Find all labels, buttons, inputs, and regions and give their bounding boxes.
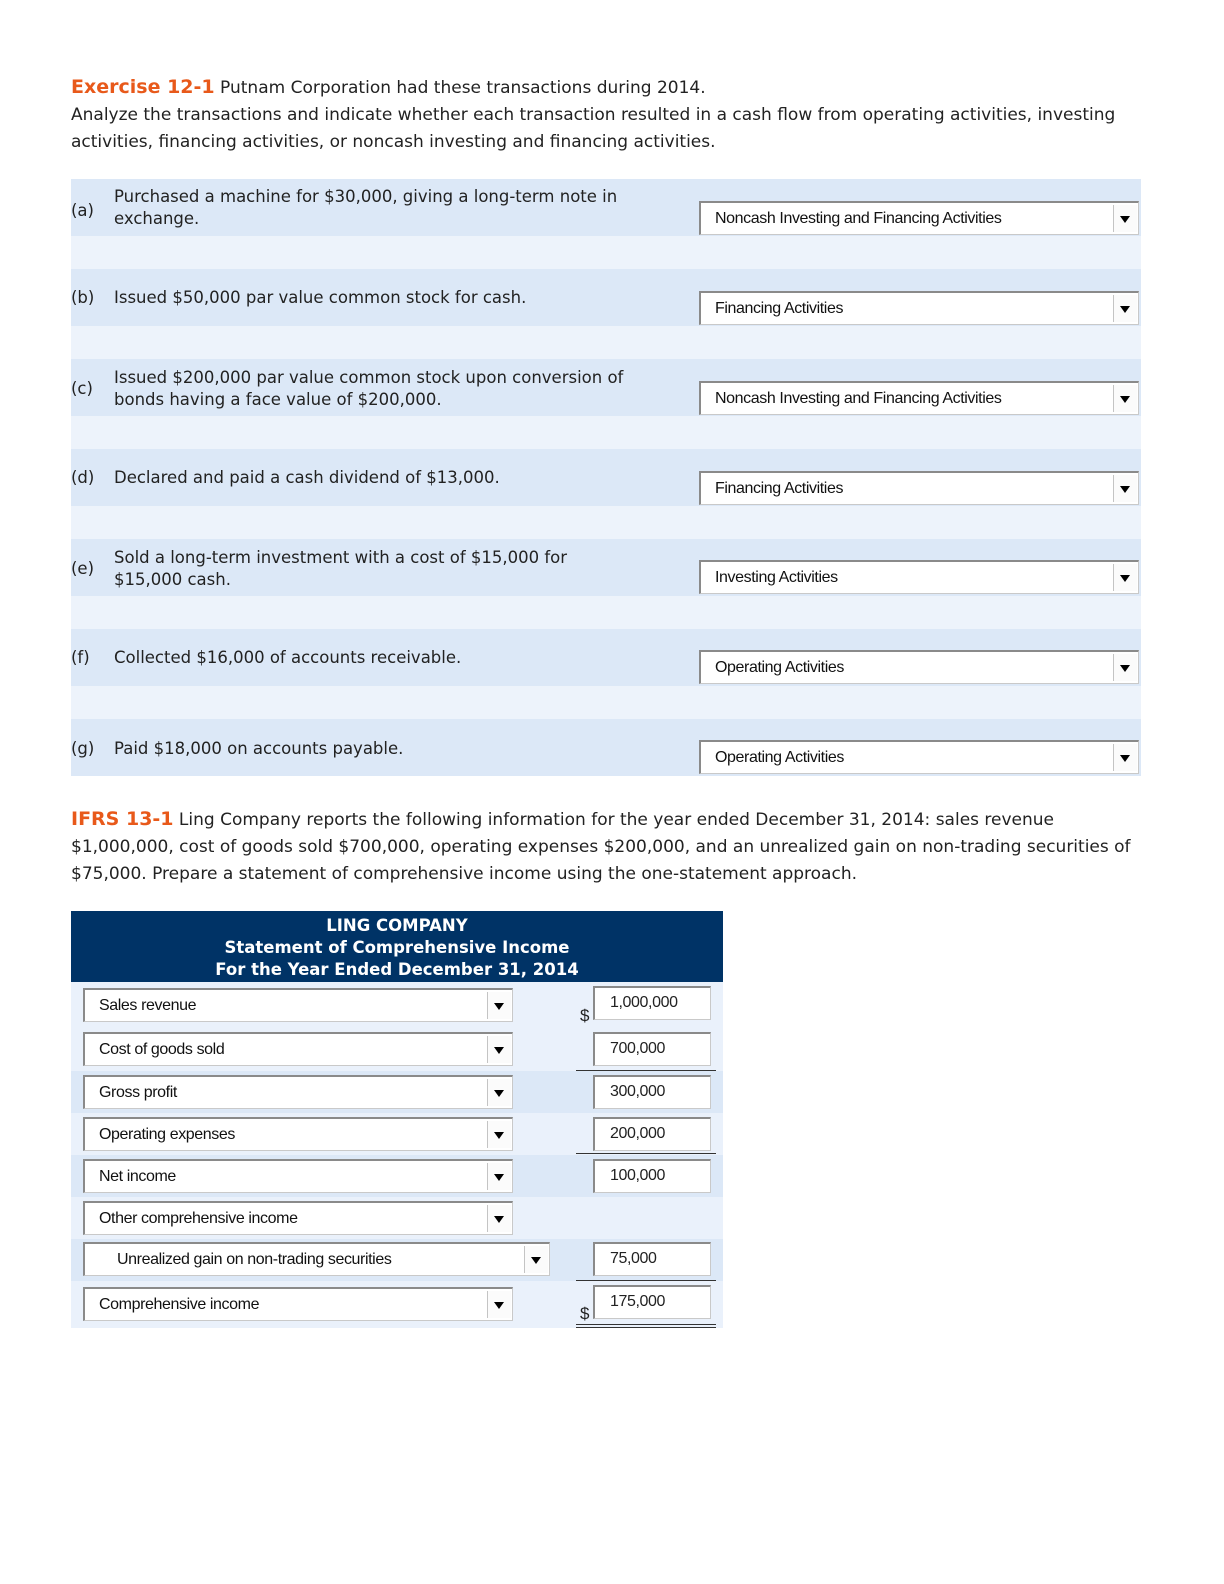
- chevron-down-icon[interactable]: [487, 1291, 511, 1318]
- transaction-row-b: [71, 269, 1141, 326]
- statement-name: Statement of Comprehensive Income: [224, 938, 570, 957]
- transaction-row-a: [71, 179, 1141, 236]
- dropdown-value: Cost of goods sold: [99, 1040, 225, 1058]
- line-item-dropdown[interactable]: [83, 1117, 513, 1151]
- chevron-down-icon[interactable]: [1113, 564, 1137, 591]
- transaction-row-c: [71, 359, 1141, 416]
- transaction-text: Paid $18,000 on accounts payable.: [114, 739, 404, 758]
- amount-input[interactable]: 700,000: [593, 1032, 711, 1066]
- transaction-row-g: [71, 719, 1141, 776]
- exercise-intro: [71, 74, 1151, 156]
- currency-symbol: $: [580, 1304, 590, 1323]
- amount-input[interactable]: 75,000: [593, 1242, 711, 1276]
- amount-input[interactable]: 100,000: [593, 1159, 711, 1193]
- transaction-text: Issued $50,000 par value common stock for cash.: [114, 288, 527, 307]
- statement-row-comprehensive-income: [71, 1281, 723, 1328]
- transaction-text: Collected $16,000 of accounts receivable.: [114, 648, 462, 667]
- activity-dropdown-c[interactable]: [699, 381, 1139, 415]
- dropdown-value: Gross profit: [99, 1083, 177, 1101]
- dropdown-value: Operating Activities: [715, 658, 844, 676]
- dropdown-value: Unrealized gain on non-trading securities: [117, 1250, 392, 1268]
- row-spacer: [71, 596, 1141, 629]
- amount-input[interactable]: 175,000: [593, 1285, 711, 1319]
- transaction-letter: (b): [71, 288, 95, 307]
- ifrs-intro: [71, 806, 1151, 888]
- transaction-letter: (a): [71, 201, 94, 220]
- ifrs-title: IFRS 13-1: [71, 808, 174, 830]
- statement-row-unrealized-gain: [71, 1239, 723, 1281]
- activity-dropdown-b[interactable]: [699, 291, 1139, 325]
- statement-row-operating-expenses: [71, 1113, 723, 1155]
- chevron-down-icon[interactable]: [524, 1246, 548, 1273]
- chevron-down-icon[interactable]: [487, 992, 511, 1019]
- transaction-letter: (e): [71, 559, 95, 578]
- statement-row-sales-revenue: [71, 982, 723, 1030]
- chevron-down-icon[interactable]: [487, 1036, 511, 1063]
- statement-row-gross-profit: [71, 1071, 723, 1113]
- dropdown-value: Comprehensive income: [99, 1295, 260, 1313]
- chevron-down-icon[interactable]: [487, 1121, 511, 1148]
- underline: [576, 1153, 716, 1154]
- exercise-title: Exercise 12-1: [71, 76, 215, 98]
- amount-input[interactable]: 1,000,000: [593, 986, 711, 1020]
- amount-input[interactable]: 200,000: [593, 1117, 711, 1151]
- activity-dropdown-a[interactable]: [699, 201, 1139, 235]
- row-spacer: [71, 506, 1141, 539]
- chevron-down-icon[interactable]: [487, 1205, 511, 1232]
- amount-input[interactable]: 300,000: [593, 1075, 711, 1109]
- dropdown-value: Operating Activities: [715, 748, 844, 766]
- dropdown-value: Investing Activities: [715, 568, 838, 586]
- chevron-down-icon[interactable]: [1113, 654, 1137, 681]
- ifrs-text: Ling Company reports the following information for the year ended December 31, 2014: sales revenue $1,000,000, cost of goods sold $700,000, operating expenses $200,000, and an unrealized gain on non-trading securities of $75,000. Prepare a statement of comprehensive income using the one-statement approach.: [71, 810, 1131, 884]
- statement-period: For the Year Ended December 31, 2014: [215, 960, 579, 979]
- dropdown-value: Financing Activities: [715, 479, 844, 497]
- line-item-dropdown[interactable]: [83, 1159, 513, 1193]
- transaction-letter: (g): [71, 739, 95, 758]
- activity-dropdown-f[interactable]: [699, 650, 1139, 684]
- exercise-instructions: Analyze the transactions and indicate whether each transaction resulted in a cash flow from operating activities, investing activities, financing activities, or noncash investing and financing activities.: [71, 105, 1116, 152]
- chevron-down-icon[interactable]: [1113, 295, 1137, 322]
- chevron-down-icon[interactable]: [487, 1163, 511, 1190]
- transaction-text: Purchased a machine for $30,000, giving a long-term note in exchange.: [114, 187, 618, 228]
- transaction-text: Issued $200,000 par value common stock upon conversion of bonds having a face value of $200,000.: [114, 368, 624, 409]
- chevron-down-icon[interactable]: [1113, 205, 1137, 232]
- line-item-dropdown[interactable]: [83, 1242, 550, 1276]
- dropdown-value: Other comprehensive income: [99, 1209, 298, 1227]
- transaction-row-f: [71, 629, 1141, 686]
- transaction-text: Declared and paid a cash dividend of $13,000.: [114, 468, 500, 487]
- transaction-letter: (f): [71, 648, 90, 667]
- statement-row-net-income: [71, 1155, 723, 1197]
- transaction-row-e: [71, 539, 1141, 596]
- chevron-down-icon[interactable]: [1113, 385, 1137, 412]
- dropdown-value: Noncash Investing and Financing Activities: [715, 389, 1002, 407]
- row-spacer: [71, 416, 1141, 449]
- transaction-text: Sold a long-term investment with a cost of $15,000 for $15,000 cash.: [114, 548, 568, 589]
- dropdown-value: Noncash Investing and Financing Activities: [715, 209, 1002, 227]
- chevron-down-icon[interactable]: [1113, 475, 1137, 502]
- activity-dropdown-g[interactable]: [699, 740, 1139, 774]
- statement-row-cost-of-goods-sold: [71, 1030, 723, 1071]
- line-item-dropdown[interactable]: [83, 1075, 513, 1109]
- company-name: LING COMPANY: [326, 916, 468, 935]
- line-item-dropdown[interactable]: [83, 1032, 513, 1066]
- row-spacer: [71, 236, 1141, 269]
- transaction-row-d: [71, 449, 1141, 506]
- line-item-dropdown[interactable]: [83, 988, 513, 1022]
- line-item-dropdown[interactable]: [83, 1287, 513, 1321]
- activity-dropdown-d[interactable]: [699, 471, 1139, 505]
- dropdown-value: Sales revenue: [99, 996, 197, 1014]
- chevron-down-icon[interactable]: [487, 1079, 511, 1106]
- dropdown-value: Financing Activities: [715, 299, 844, 317]
- row-spacer: [71, 686, 1141, 719]
- statement-row-other-comprehensive-income: [71, 1197, 723, 1239]
- transaction-letter: (c): [71, 379, 93, 398]
- activity-dropdown-e[interactable]: [699, 560, 1139, 594]
- dropdown-value: Net income: [99, 1167, 176, 1185]
- double-underline: [576, 1324, 716, 1328]
- line-item-dropdown[interactable]: [83, 1201, 513, 1235]
- currency-symbol: $: [580, 1006, 590, 1025]
- exercise-intro-line1: Putnam Corporation had these transactions during 2014.: [214, 78, 706, 98]
- transaction-letter: (d): [71, 468, 95, 487]
- statement-header: [71, 911, 723, 982]
- dropdown-value: Operating expenses: [99, 1125, 236, 1143]
- chevron-down-icon[interactable]: [1113, 744, 1137, 771]
- row-spacer: [71, 326, 1141, 359]
